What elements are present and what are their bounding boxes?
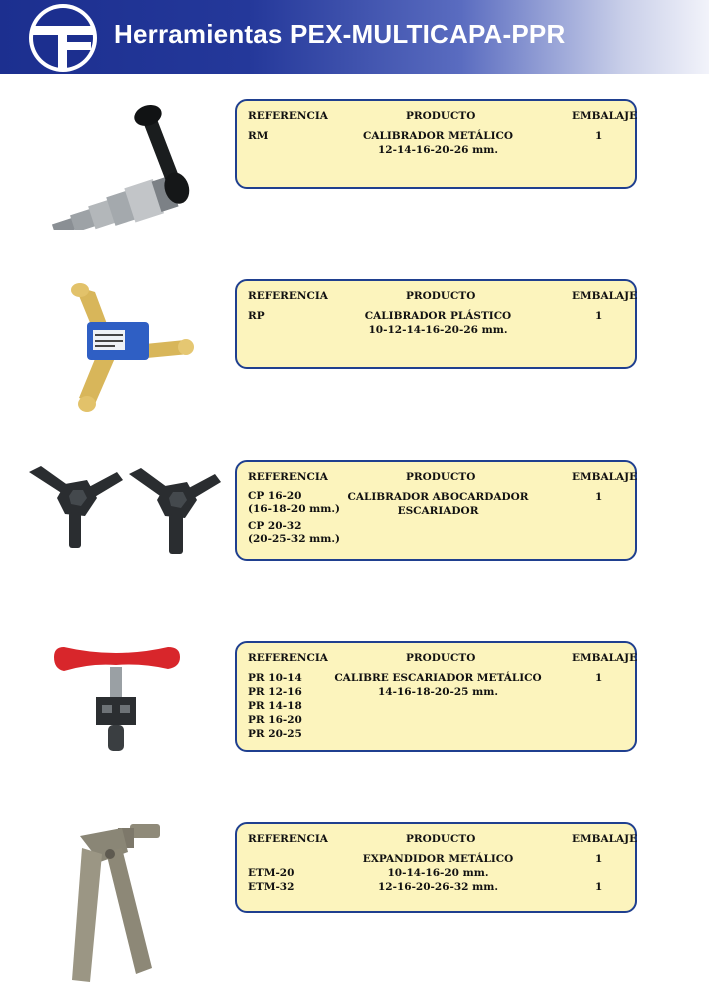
reference-code: RP (248, 310, 265, 322)
reference-size-range: (20-25-32 mm.) (248, 533, 341, 545)
product-description (237, 490, 639, 518)
red-handle-reamer-icon (50, 643, 185, 758)
black-deburring-calibrator-icon (25, 460, 230, 560)
product-description (237, 309, 639, 337)
reference-size-range: (16-18-20 mm.) (248, 503, 341, 515)
product-card-rp (235, 279, 637, 369)
brand-logo-icon (27, 2, 99, 74)
packaging-qty (595, 866, 602, 880)
reference-code: RM (248, 130, 269, 142)
reference-code: PR 16-20 (248, 714, 302, 726)
reference-code: ETM-20 (248, 867, 295, 879)
stepped-metal-calibrator-icon (30, 105, 210, 230)
column-header-producto: PRODUCTO (406, 290, 476, 302)
packaging-list (595, 852, 602, 894)
packaging-qty: 1 (595, 130, 603, 142)
reference-code: PR 10-14 (248, 672, 302, 684)
product-name-continued: ESCARIADOR (397, 505, 479, 517)
metal-expander-tool-icon (60, 818, 170, 988)
column-header-producto: PRODUCTO (406, 652, 476, 664)
reference-code: CP 20-32 (248, 520, 302, 532)
product-description (237, 129, 639, 157)
column-header-producto: PRODUCTO (406, 833, 476, 845)
column-header-embalaje: EMBALAJE (572, 471, 638, 483)
column-header-referencia: REFERENCIA (248, 290, 328, 302)
product-sizes: 12-16-20-26-32 mm. (377, 881, 499, 893)
product-card-rm (235, 99, 637, 189)
product-sizes: 10-14-16-20 mm. (387, 867, 489, 879)
reference-code: PR 20-25 (248, 728, 302, 740)
reference-code: PR 14-18 (248, 700, 302, 712)
product-description (237, 671, 639, 699)
packaging-qty: 1 (595, 881, 603, 893)
column-header-producto: PRODUCTO (406, 110, 476, 122)
product-description (237, 852, 639, 894)
product-card-cp (235, 460, 637, 561)
page-title: Herramientas PEX-MULTICAPA-PPR (114, 19, 566, 49)
product-sizes: 10-12-14-16-20-26 mm. (368, 324, 508, 336)
packaging-qty: 1 (595, 491, 603, 503)
product-name: CALIBRADOR PLÁSTICO (364, 310, 512, 322)
packaging-qty: 1 (595, 310, 603, 322)
product-sizes: 14-16-18-20-25 mm. (377, 686, 499, 698)
column-header-referencia: REFERENCIA (248, 833, 328, 845)
column-header-referencia: REFERENCIA (248, 652, 328, 664)
product-card-etm (235, 822, 637, 913)
product-name: CALIBRADOR ABOCARDADOR (347, 491, 529, 503)
column-header-embalaje: EMBALAJE (572, 110, 638, 122)
column-header-referencia: REFERENCIA (248, 471, 328, 483)
column-header-referencia: REFERENCIA (248, 110, 328, 122)
product-name: CALIBRADOR METÁLICO (363, 130, 513, 142)
product-card-pr (235, 641, 637, 752)
plastic-three-arm-calibrator-icon (65, 282, 200, 414)
product-name: EXPANDIDOR METÁLICO (362, 853, 514, 865)
product-name: CALIBRE ESCARIADOR METÁLICO (334, 672, 542, 684)
column-header-embalaje: EMBALAJE (572, 652, 638, 664)
packaging-qty: 1 (595, 672, 603, 684)
product-sizes: 12-14-16-20-26 mm. (377, 144, 499, 156)
reference-code: ETM-32 (248, 881, 295, 893)
packaging-qty: 1 (595, 853, 603, 865)
column-header-embalaje: EMBALAJE (572, 290, 638, 302)
column-header-producto: PRODUCTO (406, 471, 476, 483)
reference-code: PR 12-16 (248, 686, 302, 698)
reference-code: CP 16-20 (248, 490, 302, 502)
column-header-embalaje: EMBALAJE (572, 833, 638, 845)
